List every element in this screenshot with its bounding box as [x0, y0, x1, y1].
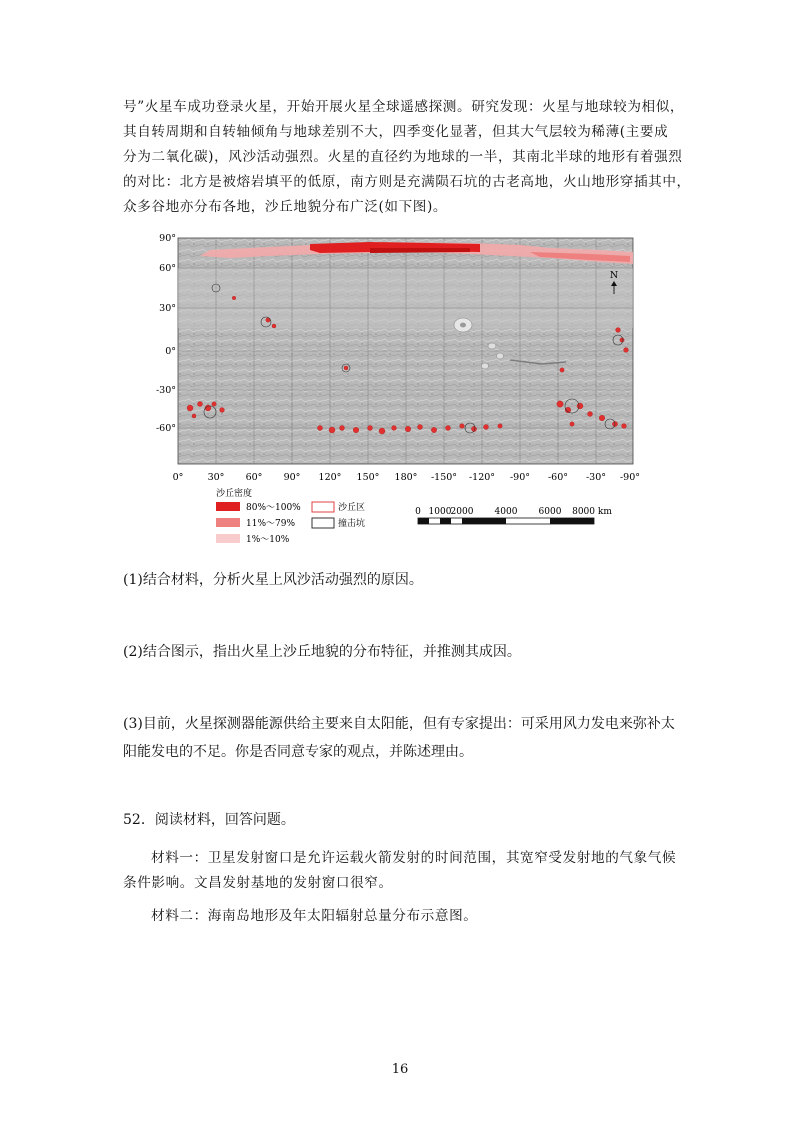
scale-bar — [415, 507, 612, 524]
intro-line-5: 众多谷地亦分布各地，沙丘地貌分布广泛(如下图)。 — [123, 199, 448, 215]
lat-label-30: 30° — [159, 303, 176, 314]
scale-label: 6000 — [538, 507, 562, 517]
lon-label: 150° — [356, 472, 380, 483]
lon-label: -60° — [547, 472, 569, 483]
lon-label: 30° — [207, 472, 225, 483]
material-2 — [123, 904, 683, 929]
scale-label: 0 — [415, 507, 421, 517]
lat-label-90: 90° — [159, 233, 176, 244]
question-3-line-1: (3)目前，火星探测器能源供给主要来自太阳能，但有专家提出：可采用风力发电来弥补太 — [123, 716, 675, 732]
lon-label: -150° — [430, 472, 458, 483]
material-1 — [123, 846, 683, 896]
lat-label-60: 60° — [159, 263, 176, 274]
lon-label: -120° — [468, 472, 496, 483]
latitude-labels — [156, 233, 176, 434]
longitude-labels — [173, 472, 640, 483]
lat-label-minus60: -60° — [155, 423, 176, 434]
question-52-heading: 52．阅读材料，回答问题。 — [123, 812, 295, 828]
legend-item-low: 1%～10% — [246, 535, 290, 545]
lat-label-minus30: -30° — [155, 385, 176, 396]
question-1: (1)结合材料，分析火星上风沙活动强烈的原因。 — [123, 572, 423, 588]
north-arrow-label: N — [609, 270, 619, 281]
legend-item-dune-area: 沙丘区 — [338, 503, 366, 513]
scale-label: 4000 — [494, 507, 518, 517]
lon-label: 180° — [394, 472, 418, 483]
intro-line-4: 的对比：北方是被熔岩填平的低原，南方则是充满陨石坑的古老高地，火山地形穿插其中， — [123, 174, 691, 190]
map-legend — [216, 487, 365, 545]
material-2-text: 材料二：海南岛地形及年太阳辐射总量分布示意图。 — [151, 908, 478, 924]
intro-line-1: 号”火星车成功登录火星，开始开展火星全球遥感探测。研究发现：火星与地球较为相似， — [123, 99, 685, 115]
question-3 — [123, 710, 675, 766]
scale-label: 8000 km — [572, 507, 612, 517]
intro-paragraph — [123, 95, 691, 220]
lon-label: -30° — [585, 472, 607, 483]
legend-swatch-mid — [216, 518, 240, 527]
question-2: (2)结合图示，指出火星上沙丘地貌的分布特征，并推测其成因。 — [123, 644, 521, 660]
legend-swatch-high — [216, 502, 240, 511]
lon-label: 90° — [283, 472, 301, 483]
lon-label: 60° — [245, 472, 263, 483]
legend-title: 沙丘密度 — [216, 489, 253, 499]
lon-label: 0° — [172, 472, 184, 483]
legend-swatch-low — [216, 534, 240, 543]
material-1-line-1: 材料一：卫星发射窗口是允许运载火箭发射的时间范围，其宽窄受发射地的气象气候 — [151, 850, 677, 866]
page-number: 16 — [391, 1062, 409, 1077]
intro-line-2: 其自转周期和自转轴倾角与地球差别不大，四季变化显著，但其大气层较为稀薄(主要成 — [123, 124, 669, 140]
question-3-line-2: 阳能发电的不足。你是否同意专家的观点，并陈述理由。 — [123, 744, 473, 760]
material-1-line-2: 条件影响。文昌发射基地的发射窗口很窄。 — [123, 875, 393, 891]
intro-line-3: 分为二氧化碳)，风沙活动强烈。火星的直径约为地球的一半，其南北半球的地形有着强烈 — [123, 149, 683, 165]
legend-item-mid: 11%～79% — [246, 519, 296, 529]
lon-label: 120° — [318, 472, 342, 483]
lon-label: -90° — [619, 472, 641, 483]
lon-label: -90° — [509, 472, 531, 483]
scale-label: 2000 — [450, 507, 474, 517]
legend-item-high: 80%～100% — [246, 503, 301, 513]
lat-label-0: 0° — [165, 346, 176, 357]
scale-label: 1000 — [428, 507, 452, 517]
legend-swatch-crater — [312, 518, 334, 528]
legend-swatch-dune-area — [312, 502, 334, 512]
legend-item-crater: 撞击坑 — [338, 519, 366, 529]
mars-dune-map — [155, 228, 641, 558]
